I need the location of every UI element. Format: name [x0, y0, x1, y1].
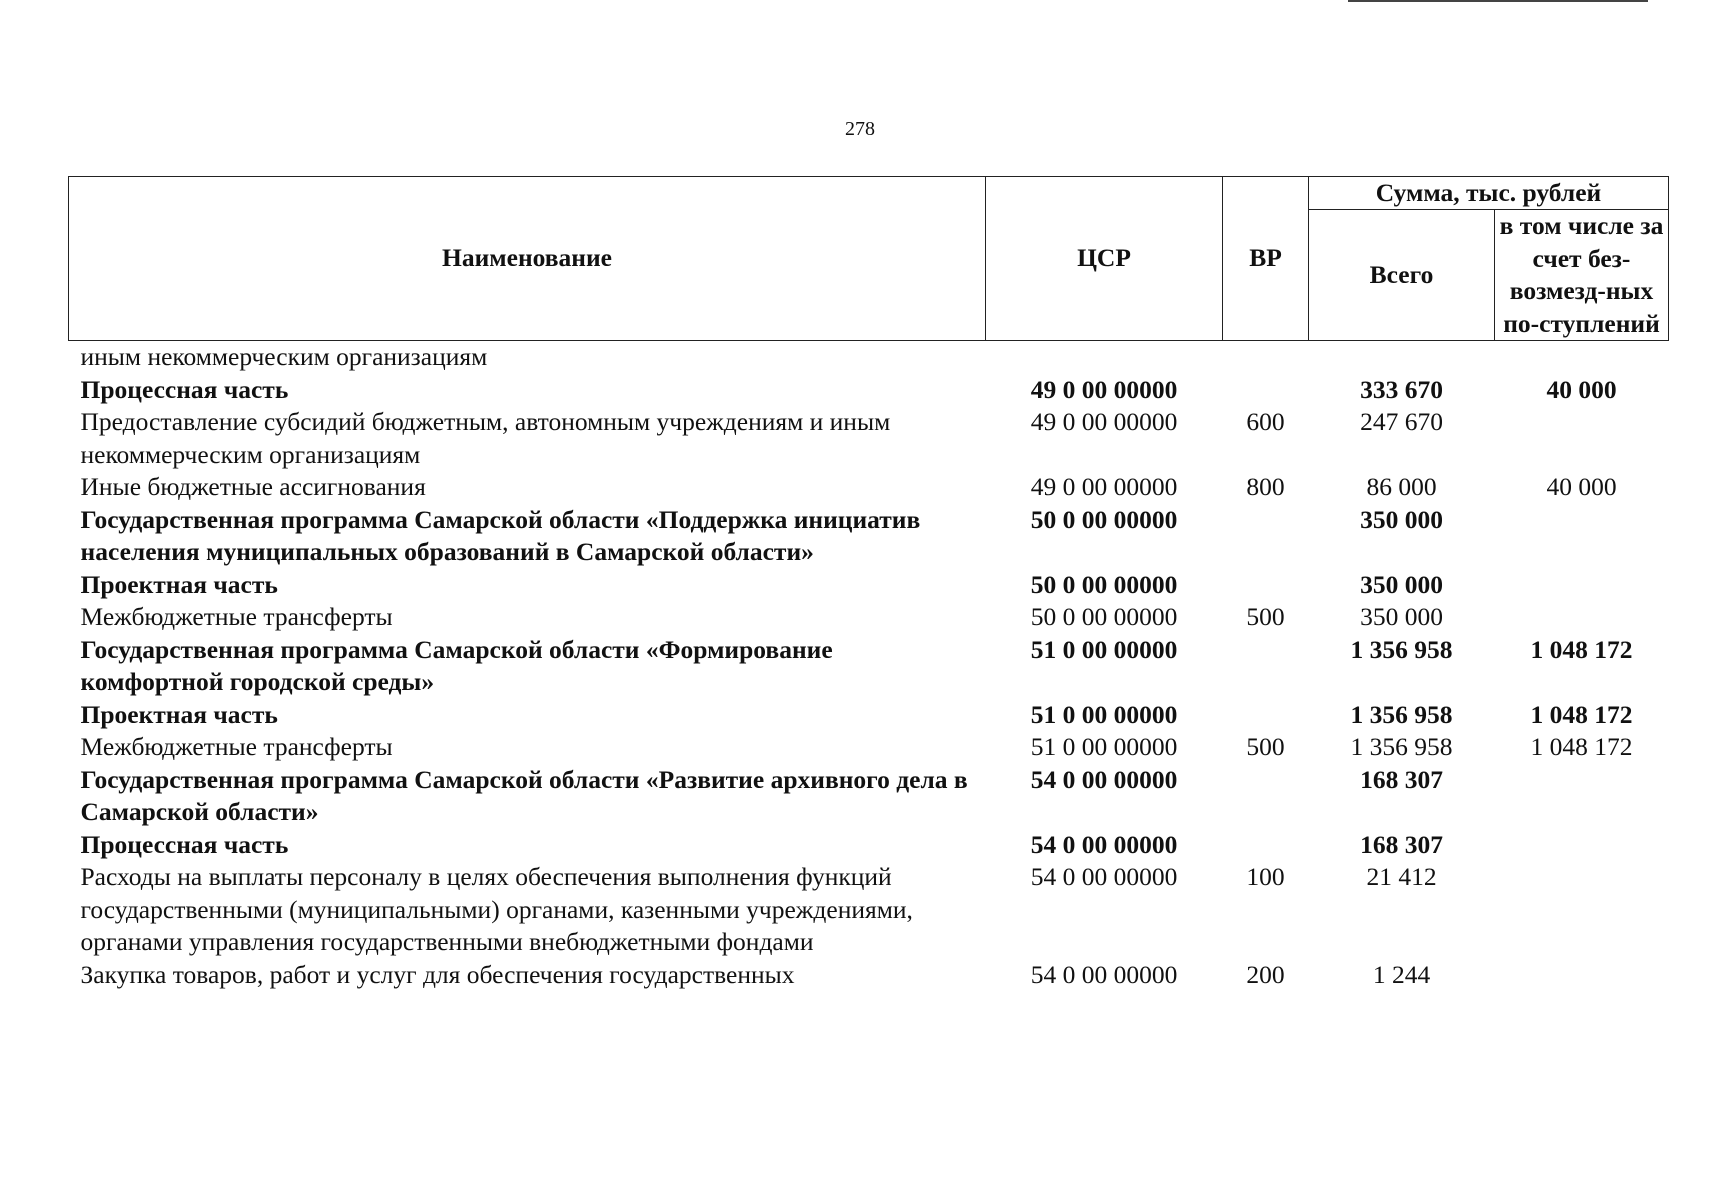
cell-vr [1223, 829, 1309, 862]
table-row [69, 764, 1669, 829]
table-row [69, 341, 1669, 374]
cell-gratuitous [1495, 959, 1669, 992]
cell-total: 1 356 958 [1350, 732, 1453, 761]
table-row [69, 471, 1669, 504]
cell-csr: 54 0 00 00000 [1030, 959, 1178, 989]
cell-gratuitous: 1 048 172 [1530, 732, 1633, 761]
cell-vr [1223, 699, 1309, 732]
table-row [69, 504, 1669, 569]
cell-gratuitous [1495, 861, 1669, 959]
cell-gratuitous [1495, 569, 1669, 602]
table-row [69, 406, 1669, 471]
cell-name: Государственная программа Самарской области «Развитие архивного дела в Самарской области» [80, 764, 968, 826]
cell-gratuitous [1495, 504, 1669, 569]
cell-total: 350 000 [1360, 569, 1443, 599]
table-row [69, 634, 1669, 699]
table-body [69, 341, 1669, 992]
table-row [69, 569, 1669, 602]
cell-name: Процессная часть [80, 374, 289, 404]
header-sum-group: Сумма, тыс. рублей [1309, 177, 1669, 210]
cell-gratuitous: 40 000 [1546, 472, 1617, 501]
cell-gratuitous [1495, 601, 1669, 634]
cell-name: Предоставление субсидий бюджетным, автономным учреждениям и иным некоммерческим организациям [80, 407, 891, 469]
header-csr: ЦСР [986, 177, 1223, 341]
table-row [69, 959, 1669, 992]
cell-name: иным некоммерческим организациям [80, 342, 488, 371]
cell-name: Иные бюджетные ассигнования [80, 472, 426, 501]
cell-csr: 54 0 00 00000 [1030, 764, 1178, 794]
cell-name: Государственная программа Самарской области «Формирование комфортной городской среды» [80, 634, 833, 696]
cell-gratuitous [1495, 829, 1669, 862]
cell-vr [1223, 569, 1309, 602]
cell-total: 168 307 [1360, 764, 1443, 794]
cell-csr: 49 0 00 00000 [1030, 472, 1178, 501]
cell-total: 168 307 [1360, 829, 1443, 859]
cell-csr [986, 341, 1223, 374]
cell-name: Государственная программа Самарской области «Поддержка инициатив населения муниципальных образований в Самарской области» [80, 504, 921, 566]
cell-vr: 100 [1246, 862, 1285, 891]
cell-gratuitous [1495, 406, 1669, 471]
header-name: Наименование [69, 177, 986, 341]
header-gratuitous: в том числе за счет без-возмезд-ных по-ступлений [1495, 210, 1669, 341]
cell-vr: 500 [1246, 602, 1285, 631]
header-total: Всего [1309, 210, 1495, 341]
cell-csr: 51 0 00 00000 [1030, 634, 1178, 664]
cell-vr [1223, 341, 1309, 374]
cell-total: 86 000 [1366, 472, 1437, 501]
cell-name: Расходы на выплаты персоналу в целях обеспечения выполнения функций государственными (муниципальными) органами, казенными учреждениями, органами управления государственными внебюджетными фондами [80, 862, 913, 956]
cell-name: Процессная часть [80, 829, 289, 859]
page-number: 278 [845, 118, 875, 140]
table-row [69, 374, 1669, 407]
cell-gratuitous [1495, 764, 1669, 829]
cell-vr [1223, 504, 1309, 569]
cell-name: Закупка товаров, работ и услуг для обеспечения государственных [80, 959, 795, 989]
table-row [69, 601, 1669, 634]
cell-vr [1223, 374, 1309, 407]
cell-vr: 200 [1246, 959, 1285, 989]
cell-total [1309, 341, 1495, 374]
cell-name: Межбюджетные трансферты [80, 602, 393, 631]
cell-vr [1223, 634, 1309, 699]
cell-total: 1 356 958 [1350, 634, 1453, 664]
header-vr: ВР [1223, 177, 1309, 341]
cell-name: Проектная часть [80, 699, 278, 729]
table-row [69, 731, 1669, 764]
cell-csr: 50 0 00 00000 [1030, 504, 1178, 534]
cell-vr: 800 [1246, 472, 1285, 501]
cell-vr: 600 [1246, 407, 1285, 436]
cell-total: 1 244 [1372, 959, 1431, 989]
cell-csr: 51 0 00 00000 [1030, 732, 1178, 761]
cell-csr: 50 0 00 00000 [1030, 569, 1178, 599]
top-edge-rule [1348, 0, 1648, 2]
cell-csr: 49 0 00 00000 [1030, 407, 1178, 436]
cell-name: Межбюджетные трансферты [80, 732, 393, 761]
cell-gratuitous: 40 000 [1546, 374, 1617, 404]
cell-total: 21 412 [1366, 862, 1437, 891]
cell-csr: 54 0 00 00000 [1030, 862, 1178, 891]
cell-total: 1 356 958 [1350, 699, 1453, 729]
cell-vr: 500 [1246, 732, 1285, 761]
cell-csr: 50 0 00 00000 [1030, 602, 1178, 631]
cell-csr: 54 0 00 00000 [1030, 829, 1178, 859]
cell-csr: 51 0 00 00000 [1030, 699, 1178, 729]
cell-gratuitous [1495, 341, 1669, 374]
cell-total: 333 670 [1360, 374, 1443, 404]
cell-csr: 49 0 00 00000 [1030, 374, 1178, 404]
cell-total: 247 670 [1360, 407, 1443, 436]
table-row [69, 829, 1669, 862]
cell-gratuitous: 1 048 172 [1530, 634, 1633, 664]
cell-total: 350 000 [1360, 602, 1443, 631]
table-row [69, 861, 1669, 959]
cell-name: Проектная часть [80, 569, 278, 599]
table-row [69, 699, 1669, 732]
cell-vr [1223, 764, 1309, 829]
budget-table [68, 176, 1669, 991]
table-header [69, 177, 1669, 341]
cell-total: 350 000 [1360, 504, 1443, 534]
cell-gratuitous: 1 048 172 [1530, 699, 1633, 729]
